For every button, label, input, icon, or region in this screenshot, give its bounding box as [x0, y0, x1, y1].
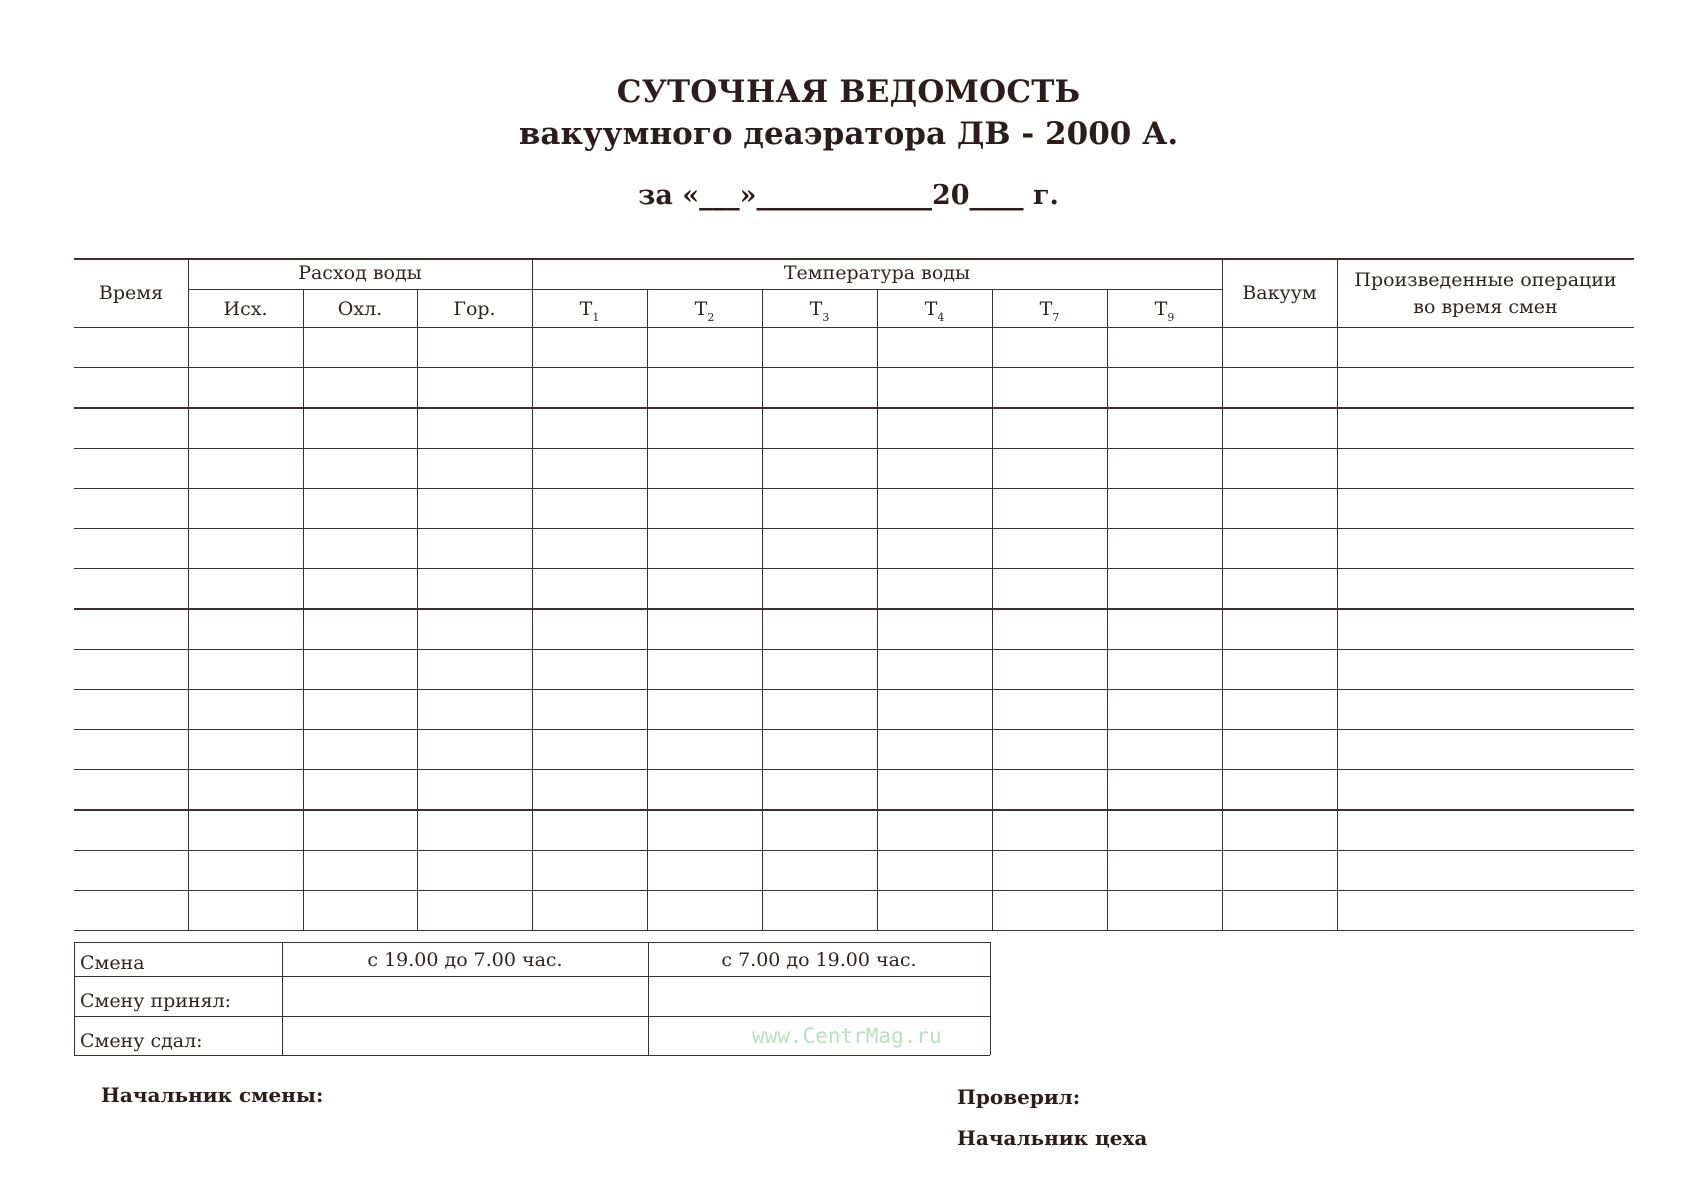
table-row-line [74, 488, 1634, 489]
document-title: СУТОЧНАЯ ВЕДОМОСТЬ [616, 74, 1081, 110]
header-operations-line2: во время смен [1413, 296, 1558, 318]
header-flow-hot: Гор. [453, 298, 496, 320]
header-temp-t4: $Т_4$ [924, 298, 945, 324]
header-flow-source: Исх. [223, 298, 268, 320]
table-column-line [1337, 258, 1338, 930]
header-water-temperature: Температура воды [783, 262, 971, 284]
date-line: за «___»_____________20____ г. [638, 180, 1059, 211]
table-header-bottom-border [74, 327, 1634, 328]
table-column-line [417, 289, 418, 930]
table-row-line [74, 448, 1634, 449]
shift-handed-label: Смену сдал: [80, 1030, 203, 1052]
document-subtitle: вакуумного деаэратора ДВ - 2000 А. [518, 116, 1179, 152]
header-temp-t1: $Т_1$ [579, 298, 600, 324]
table-row-line [74, 890, 1634, 891]
shift-accepted-label: Смену принял: [80, 990, 232, 1012]
header-time: Время [98, 282, 164, 304]
table-row-line [74, 528, 1634, 529]
header-temp-t9: $Т_9$ [1154, 298, 1175, 324]
checked-by-label: Проверил: [957, 1085, 1081, 1109]
shift-chief-signature-label: Начальник смены: [101, 1083, 324, 1107]
shift-table-row-line [74, 1055, 990, 1056]
table-column-line [647, 289, 648, 930]
shift-table-column-line [990, 942, 991, 1055]
table-column-line [762, 289, 763, 930]
header-water-flow: Расход воды [298, 262, 422, 284]
table-column-line [188, 258, 189, 930]
shift-table-row-line [74, 976, 990, 977]
header-temp-t2: $Т_2$ [694, 298, 715, 324]
table-column-line [303, 289, 304, 930]
table-row-line [74, 729, 1634, 730]
watermark-text: www.CentrMag.ru [752, 1024, 942, 1048]
table-row-line [74, 809, 1634, 810]
header-flow-cooling: Охл. [337, 298, 383, 320]
shift-table-row-line [74, 942, 990, 943]
table-row-line [74, 608, 1634, 609]
table-row-line [74, 367, 1634, 368]
table-column-line [1222, 258, 1223, 930]
shift-day-period: с 7.00 до 19.00 час. [721, 949, 917, 971]
shift-night-period: с 19.00 до 7.00 час. [367, 949, 563, 971]
table-subheader-line [188, 289, 1222, 290]
table-column-line [532, 258, 533, 930]
table-row-line [74, 850, 1634, 851]
table-row-line [74, 930, 1634, 931]
header-temp-t3: $Т_3$ [809, 298, 830, 324]
header-operations-line1: Произведенные операции [1354, 269, 1617, 291]
table-column-line [992, 289, 993, 930]
table-row-line [74, 568, 1634, 569]
table-row-line [74, 769, 1634, 770]
table-row-line [74, 689, 1634, 690]
shift-table-row-line [74, 1016, 990, 1017]
shift-table-column-line [74, 942, 75, 1055]
header-vacuum: Вакуум [1242, 282, 1317, 304]
table-row-line [74, 649, 1634, 650]
shift-label: Смена [80, 952, 145, 974]
table-column-line [877, 289, 878, 930]
table-top-border [74, 258, 1634, 260]
table-row-line [74, 407, 1634, 408]
shop-chief-label: Начальник цеха [957, 1126, 1148, 1150]
header-temp-t7: $Т_7$ [1039, 298, 1060, 324]
table-column-line [1107, 289, 1108, 930]
